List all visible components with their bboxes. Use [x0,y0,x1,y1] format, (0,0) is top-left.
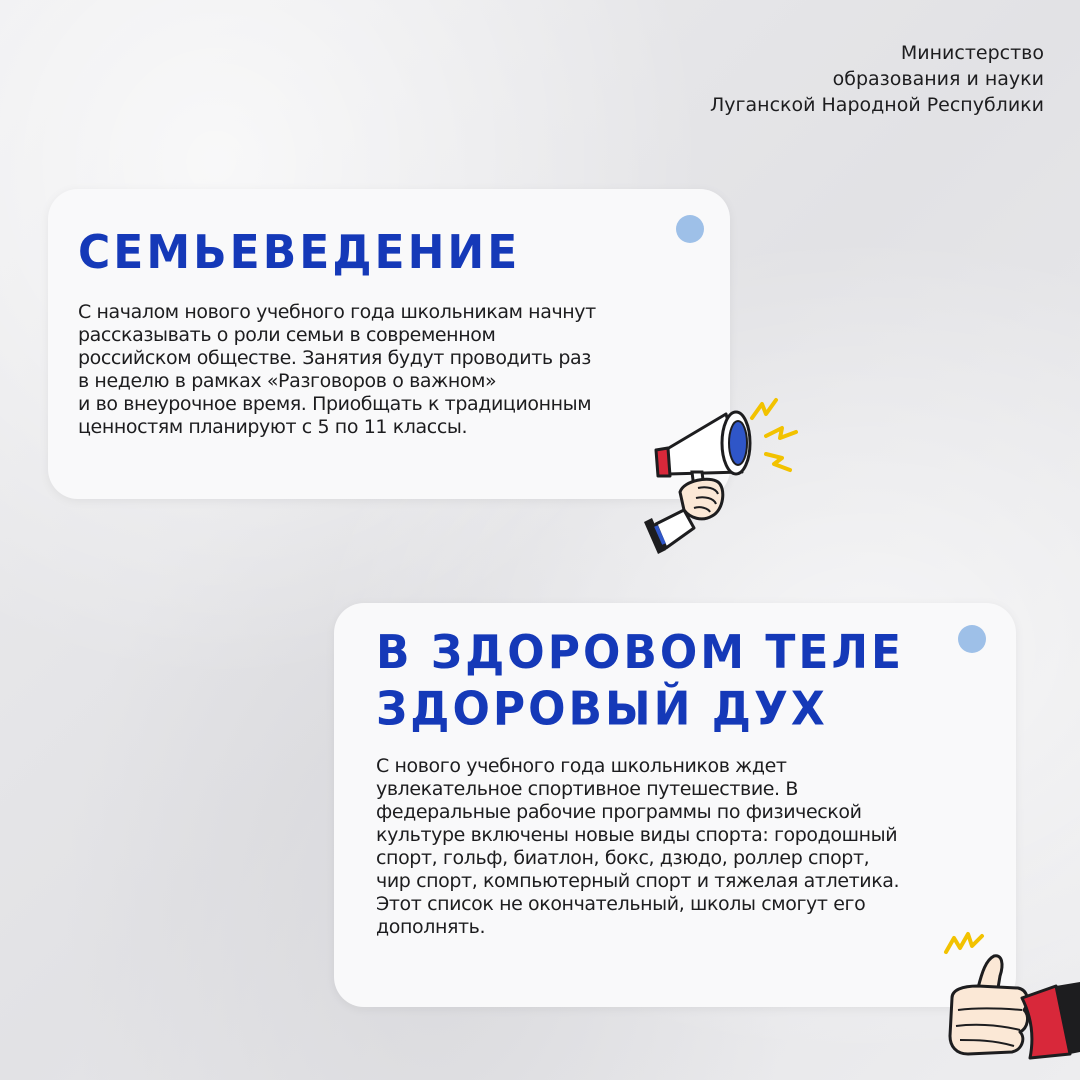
body-line: ценностям планируют с 5 по 11 классы. [78,416,468,438]
card-title [376,625,904,738]
body-line: спорт, гольф, биатлон, бокс, дзюдо, роллер спорт, [376,847,870,869]
body-line: культуре включены новые виды спорта: городошный [376,824,898,846]
body-line: рассказывать о роли семьи в современном [78,324,496,346]
card-body [78,301,596,439]
dot-icon [676,215,704,243]
body-line: дополнять. [376,916,486,938]
body-line: федеральные рабочие программы по физической [376,801,862,823]
body-line: в неделю в рамках «Разговоров о важном» [78,370,497,392]
body-line: С началом нового учебного года школьникам начнут [78,301,596,323]
thumbs-up-icon [938,928,1080,1080]
body-line: увлекательное спортивное путешествие. В [376,778,798,800]
dot-icon [958,625,986,653]
card-family-studies [48,189,730,499]
body-line: и во внеурочное время. Приобщать к традиционным [78,393,592,415]
ministry-header [524,40,1044,118]
title-line: ЗДОРОВЫЙ ДУХ [376,682,828,737]
megaphone-icon [640,388,825,558]
body-line: Этот список не окончательный, школы смогут его [376,893,866,915]
body-line: чир спорт, компьютерный спорт и тяжелая атлетика. [376,870,900,892]
ministry-line: Луганской Народной Республики [710,94,1044,116]
body-line: С нового учебного года школьников ждет [376,755,787,777]
card-healthy-body [334,603,1016,1007]
body-line: российском обществе. Занятия будут проводить раз [78,347,591,369]
card-title: СЕМЬЕВЕДЕНИЕ [78,226,521,280]
card-body [376,755,899,939]
title-line: В ЗДОРОВОМ ТЕЛЕ [376,626,905,680]
ministry-line: Министерство [900,42,1044,64]
ministry-line: образования и науки [832,68,1044,90]
